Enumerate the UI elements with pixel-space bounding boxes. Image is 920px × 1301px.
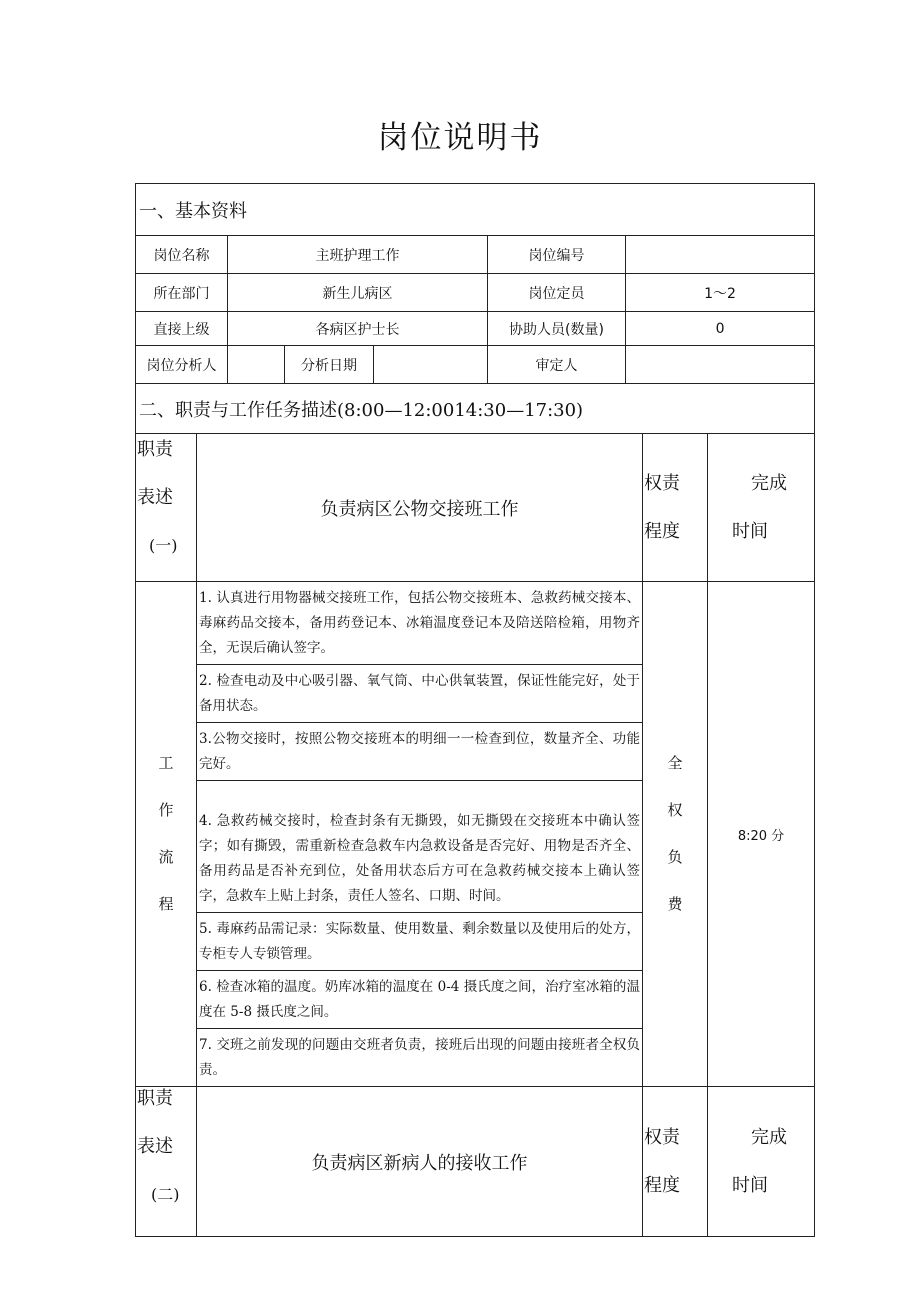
flow-item: 5. 毒麻药品需记录：实际数量、使用数量、剩余数量以及使用后的处方，专柜专人专锁管理。 bbox=[197, 913, 642, 971]
value-assistants: 0 bbox=[626, 312, 815, 346]
flow-auth-char: 全 bbox=[667, 754, 683, 772]
duty2-authority bbox=[643, 1087, 708, 1237]
page-title: 岗位说明书 bbox=[377, 120, 543, 156]
duty1-label-line: 表述 bbox=[137, 487, 173, 508]
duty2-time-line: 完成 bbox=[751, 1126, 787, 1148]
duty1-label-line: (一) bbox=[149, 536, 178, 555]
flow-item: 3.公物交接时，按照公物交接班本的明细一一检查到位，数量齐全、功能完好。 bbox=[197, 723, 642, 781]
label-supervisor: 直接上级 bbox=[136, 312, 228, 346]
label-analysis-date: 分析日期 bbox=[285, 346, 374, 384]
label-position-code: 岗位编号 bbox=[488, 236, 626, 274]
label-department: 所在部门 bbox=[136, 274, 228, 312]
section-basic-heading: 一、基本资料 bbox=[136, 184, 815, 236]
basic-info-table bbox=[135, 183, 815, 434]
duty2-label-line: (二) bbox=[151, 1185, 180, 1204]
label-position-name: 岗位名称 bbox=[136, 236, 228, 274]
duty1-label-line: 职责 bbox=[137, 439, 173, 460]
value-department: 新生儿病区 bbox=[228, 274, 488, 312]
flow-item: 4. 急救药械交接时，检查封条有无撕毁，如无撕毁在交接班本中确认签字；如有撕毁，需重新检查急救车内急救设备是否完好、用物是否齐全、备用药品是否补充到位，处备用状态后方可在急救药械交接本上确认签字，急救车上贴上封条，责任人签名、口期、时间。 bbox=[197, 781, 642, 913]
flow-item: 2. 检查电动及中心吸引器、氧气筒、中心供氧装置，保证性能完好，处于备用状态。 bbox=[197, 665, 642, 723]
duties-table bbox=[135, 433, 815, 1237]
value-staffing: 1～2 bbox=[626, 274, 815, 312]
label-staffing: 岗位定员 bbox=[488, 274, 626, 312]
flow-time: 8:20 分 bbox=[708, 582, 815, 1087]
duty1-authority bbox=[643, 434, 708, 582]
duty1-label bbox=[136, 434, 197, 582]
flow-item: 6. 检查冰箱的温度。奶库冰箱的温度在 0-4 摄氏度之间，治疗室冰箱的温度在 5-8 摄氏度之间。 bbox=[197, 971, 642, 1029]
flow-item: 1. 认真进行用物器械交接班工作，包括公物交接班本、急救药械交接本、毒麻药品交接本，备用药登记本、冰箱温度登记本及陪送陪检箱，用物齐全，无误后确认签字。 bbox=[197, 582, 642, 665]
duty2-description: 负责病区新病人的接收工作 bbox=[197, 1087, 643, 1237]
duty1-time-line: 时间 bbox=[732, 520, 768, 542]
duty1-auth-line: 权责 bbox=[644, 472, 680, 494]
duty2-auth-line: 程度 bbox=[644, 1174, 680, 1196]
flow-authority bbox=[643, 582, 708, 1087]
flow-items bbox=[197, 582, 643, 1087]
section-duties-heading: 二、职责与工作任务描述(8:00—12:0014:30—17:30) bbox=[136, 384, 815, 434]
flow-label-char: 程 bbox=[158, 895, 174, 913]
value-position-code bbox=[626, 236, 815, 274]
flow-item: 7. 交班之前发现的问题由交班者负责，接班后出现的问题由接班者全权负责。 bbox=[199, 1037, 640, 1078]
flow-label bbox=[136, 582, 197, 1087]
duty2-auth-line: 权责 bbox=[644, 1126, 680, 1148]
flow-auth-char: 负 bbox=[667, 848, 683, 866]
flow-auth-char: 费 bbox=[667, 895, 683, 913]
value-approver bbox=[626, 346, 815, 384]
duty2-time-line: 时间 bbox=[732, 1174, 768, 1196]
label-approver: 审定人 bbox=[488, 346, 626, 384]
flow-auth-char: 权 bbox=[667, 801, 683, 819]
duty2-label-line: 职责 bbox=[137, 1088, 173, 1109]
duty2-label-line: 表述 bbox=[137, 1136, 173, 1157]
value-position-name: 主班护理工作 bbox=[228, 236, 488, 274]
duty2-label bbox=[136, 1087, 197, 1237]
value-analysis-date bbox=[374, 346, 488, 384]
duty1-time-line: 完成 bbox=[751, 472, 787, 494]
flow-label-char: 工 bbox=[158, 754, 174, 772]
flow-label-char: 作 bbox=[158, 801, 174, 819]
duty1-description: 负责病区公物交接班工作 bbox=[197, 434, 643, 582]
value-analyst bbox=[228, 346, 285, 384]
duty2-time-header bbox=[708, 1087, 815, 1237]
duty1-auth-line: 程度 bbox=[644, 520, 680, 542]
flow-label-char: 流 bbox=[158, 848, 174, 866]
value-supervisor: 各病区护士长 bbox=[228, 312, 488, 346]
duty1-time-header bbox=[708, 434, 815, 582]
label-assistants: 协助人员(数量) bbox=[488, 312, 626, 346]
label-analyst: 岗位分析人 bbox=[136, 346, 228, 384]
